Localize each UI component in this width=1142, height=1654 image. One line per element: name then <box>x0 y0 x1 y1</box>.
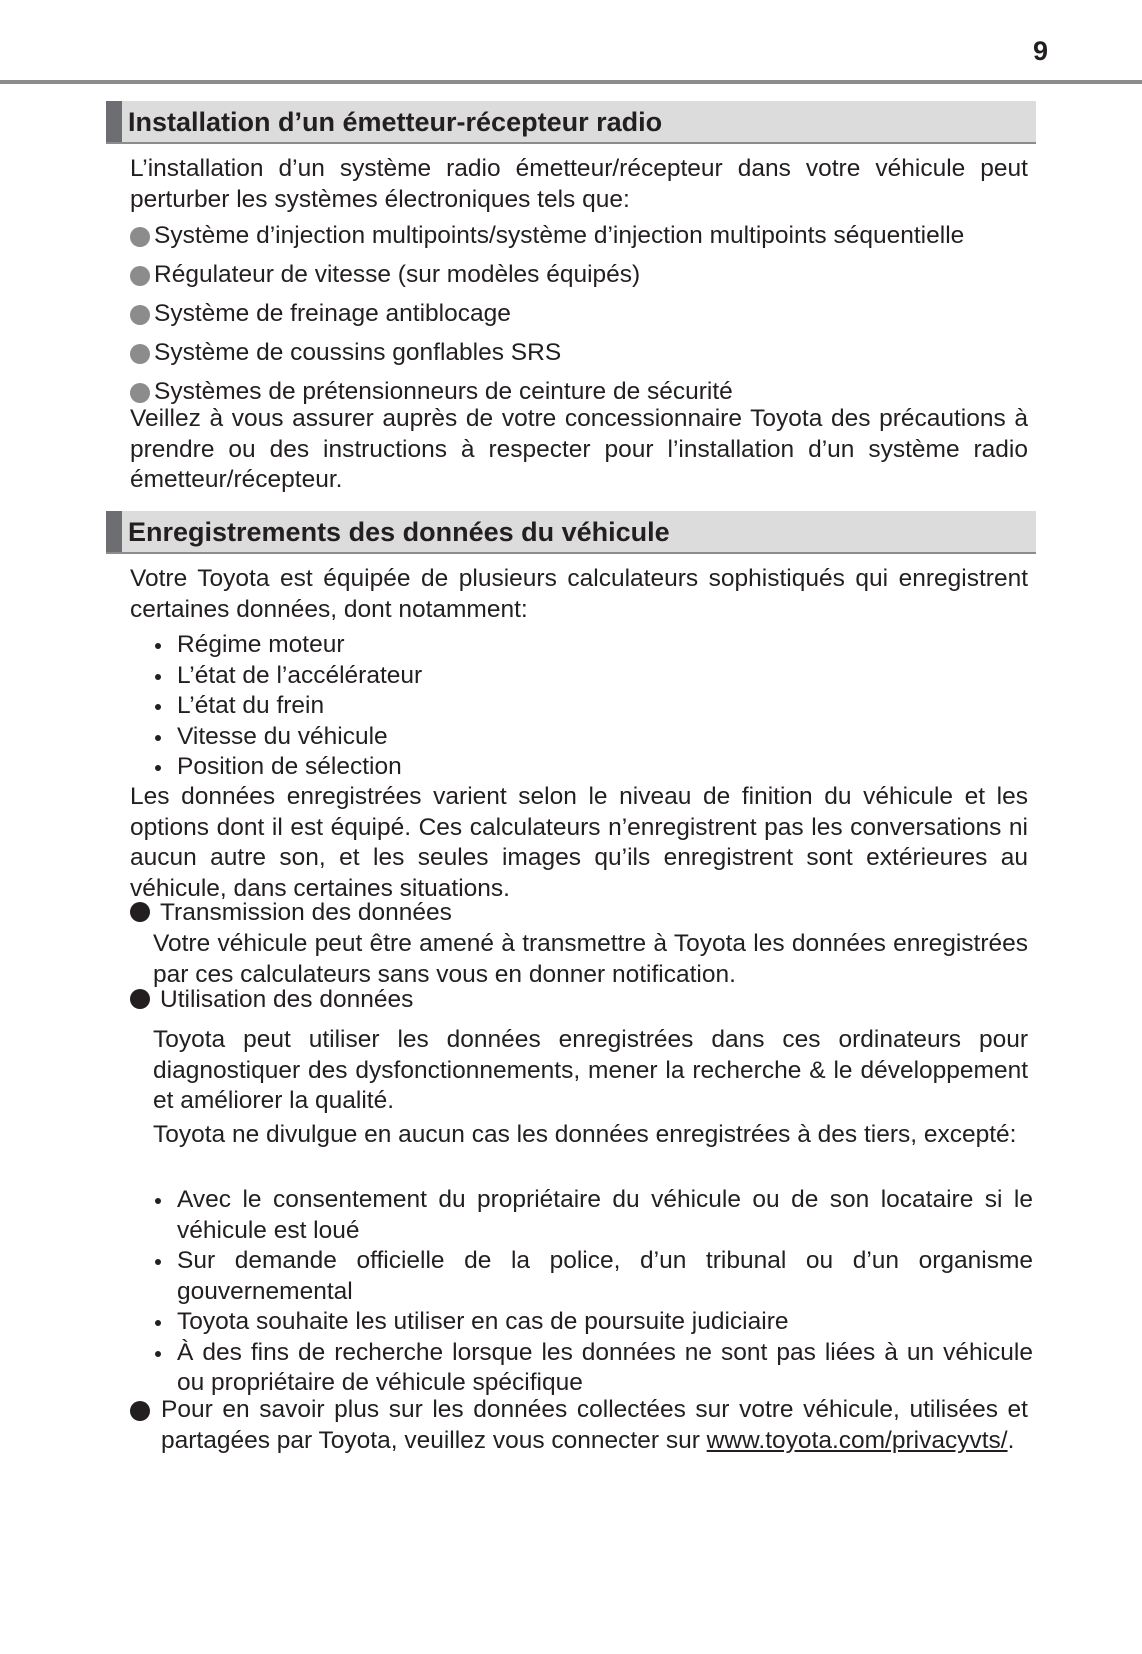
list-item: Avec le consentement du propriétaire du véhicule ou de son locataire si le véhicule est loué <box>153 1185 1033 1246</box>
bullet-icon <box>130 989 150 1009</box>
radio-intro: L’installation d’un système radio émetteur/récepteur dans votre véhicule peut perturber les systèmes électroniques tels que: <box>130 155 1028 213</box>
data-after-list: Les données enregistrées varient selon le niveau de finition du véhicule et les options dont il est équipé. Ces calculateurs n’enregistrent pas les conversations ni aucun autre son, et les seules images qu’ils enregistrent sont extérieures au véhicule, dans certaines situations. <box>130 783 1028 902</box>
section-header-bar <box>106 511 122 552</box>
bullet-icon <box>130 1401 150 1421</box>
bullet-icon <box>155 674 161 680</box>
list-item: Régime moteur <box>153 630 1033 661</box>
list-item: Système de coussins gonflables SRS <box>130 338 1040 377</box>
bullet-icon <box>130 227 150 247</box>
usage-heading: Utilisation des données <box>130 985 1030 1015</box>
usage-text-1: Toyota peut utiliser les données enregistrées dans ces ordinateurs pour diagnostiquer des dysfonctionnements, mener la recherche & le développement et améliorer la qualité. <box>153 1026 1028 1114</box>
recorded-data-list <box>153 630 1033 783</box>
bullet-icon <box>130 344 150 364</box>
section-header-data <box>106 511 1036 554</box>
more-info-text-block: Pour en savoir plus sur les données collectées sur votre véhicule, utilisées et partagées par Toyota, veuillez vous connecter sur www.toyota.com/privacyvts/. <box>161 1396 1028 1454</box>
transmission-heading: Transmission des données <box>130 898 1030 928</box>
bullet-icon <box>155 1320 161 1326</box>
list-item: Système d’injection multipoints/système d’injection multipoints séquentielle <box>130 221 1040 260</box>
list-item: L’état de l’accélérateur <box>153 661 1033 692</box>
bullet-icon <box>155 1259 161 1265</box>
privacy-link[interactable]: www.toyota.com/privacyvts/ <box>706 1426 1008 1454</box>
list-item: Sur demande officielle de la police, d’un tribunal ou d’un organisme gouvernemental <box>153 1246 1033 1307</box>
bullet-icon <box>155 765 161 771</box>
list-item: L’état du frein <box>153 691 1033 722</box>
section-title: Enregistrements des données du véhicule <box>128 517 670 547</box>
section-header-radio <box>106 101 1036 144</box>
bullet-icon <box>155 1351 161 1357</box>
radio-closing: Veillez à vous assurer auprès de votre concessionnaire Toyota des précautions à prendre ou des instructions à respecter pour l’installation d’un système radio émetteur/récepteur. <box>130 405 1028 493</box>
bullet-icon <box>155 643 161 649</box>
bullet-icon <box>130 305 150 325</box>
bullet-icon <box>155 1198 161 1204</box>
data-intro: Votre Toyota est équipée de plusieurs calculateurs sophistiqués qui enregistrent certaines données, dont notamment: <box>130 565 1028 623</box>
usage-text-2: Toyota ne divulgue en aucun cas les données enregistrées à des tiers, excepté: <box>153 1121 1017 1148</box>
list-item: Position de sélection <box>153 752 1033 783</box>
bullet-icon <box>155 704 161 710</box>
transmission-text: Votre véhicule peut être amené à transmettre à Toyota les données enregistrées par ces calculateurs sans vous en donner notification. <box>153 930 1028 988</box>
bullet-icon <box>130 266 150 286</box>
list-item: À des fins de recherche lorsque les données ne sont pas liées à un véhicule ou propriétaire de véhicule spécifique <box>153 1338 1033 1399</box>
section-header-bar <box>106 101 122 142</box>
top-rule <box>0 80 1142 84</box>
exceptions-list <box>153 1185 1033 1399</box>
list-item: Système de freinage antiblocage <box>130 299 1040 338</box>
list-item: Toyota souhaite les utiliser en cas de poursuite judiciaire <box>153 1307 1033 1338</box>
section-title: Installation d’un émetteur-récepteur radio <box>128 107 663 137</box>
page-number: 9 <box>1032 36 1048 66</box>
bullet-icon <box>155 735 161 741</box>
bullet-icon <box>130 902 150 922</box>
list-item: Vitesse du véhicule <box>153 722 1033 753</box>
more-info <box>130 1395 1028 1456</box>
list-item: Systèmes de prétensionneurs de ceinture de sécurité <box>130 377 1040 416</box>
radio-systems-list <box>130 221 1040 416</box>
list-item: Régulateur de vitesse (sur modèles équipés) <box>130 260 1040 299</box>
bullet-icon <box>130 383 150 403</box>
